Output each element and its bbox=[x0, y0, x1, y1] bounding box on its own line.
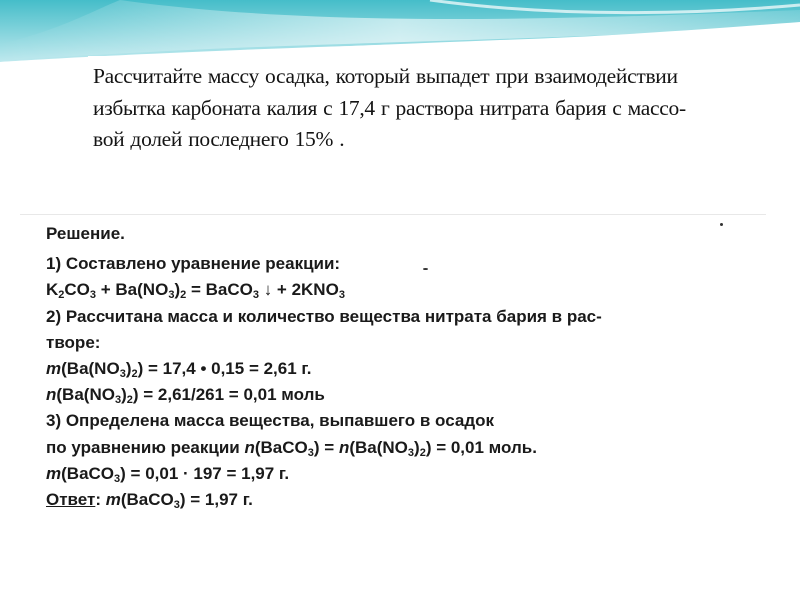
task-panel bbox=[88, 56, 716, 156]
solution-panel bbox=[20, 214, 766, 545]
result-calculation: m(BaCO$_3$) = 0,01 · 197 = 1,97 г. bbox=[46, 463, 290, 485]
answer-line: Ответ: m(BaCO$_3$) = 1,97 г. bbox=[46, 489, 253, 511]
step-2-heading-cont: творе: bbox=[46, 332, 101, 352]
mole-calculation: $n(Ba(NO_3)_2) = 2,61/261 = 0,01$ моль bbox=[46, 385, 325, 407]
step-3-heading: 3) Определена масса вещества, выпавшего в осадок bbox=[46, 411, 495, 431]
solution-title: Решение. bbox=[46, 224, 125, 243]
task-line-2: избытка карбоната калия с 17,4 г раствора нитрата бария с массо- bbox=[93, 95, 686, 120]
step-1-heading: 1) Составлено уравнение реакции: bbox=[46, 254, 341, 274]
mass-calculation: $m(Ba(NO_3)_2) = 17,4$ • 0,15 = 2,61 г. bbox=[46, 358, 312, 380]
step-2-heading: 2) Рассчитана масса и количество вещества нитрата бария в рас- bbox=[46, 306, 602, 326]
step-3-equation: по уравнению реакции n(BaCO$_3$) = $n(Ba(NO_3)_2) = 0,01$ моль. bbox=[46, 437, 537, 459]
task-line-1: Рассчитайте массу осадка, который выпадет при взаимодействии bbox=[93, 64, 678, 88]
task-line-3: вой долей последнего 15% . bbox=[93, 127, 345, 151]
answer-label: Ответ bbox=[46, 489, 96, 509]
task-text bbox=[93, 61, 713, 156]
reaction-equation: $K_2CO_3 + Ba(NO_3)_2$ = BaCO$_3$ ↓ + $2KNO_3$ bbox=[46, 280, 345, 302]
